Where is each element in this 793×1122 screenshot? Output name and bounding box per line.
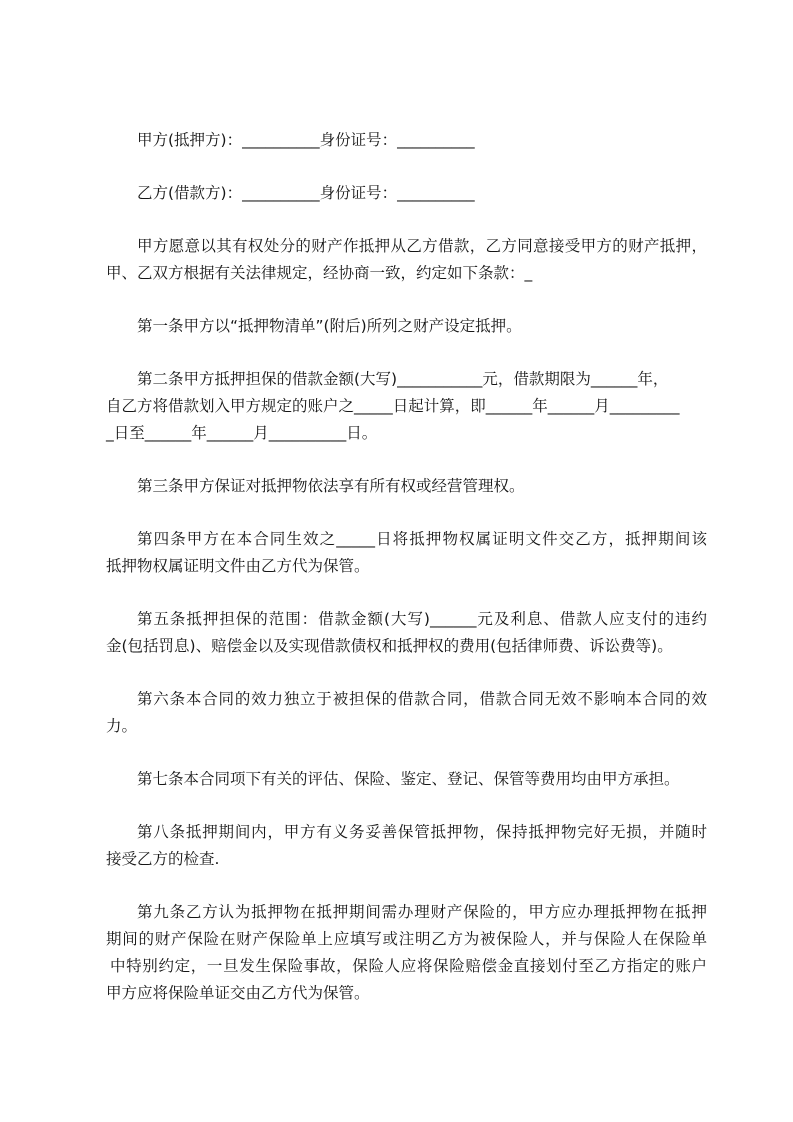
text-line: 期间的财产保险在财产保险单上应填写或注明乙方为被保险人，并与保险人在保险单 [106,930,707,948]
text-line: 抵押物权属证明文件由乙方代为保管。 [106,557,370,575]
text-line: 乙方(借款方)：__________身份证号：__________ [137,184,475,202]
article-9 [106,899,707,1007]
text-line: 自乙方将借款划入甲方规定的账户之_____日起计算，即______年______月_________ [106,397,680,415]
party-a-info [106,127,707,154]
text-line: 第九条乙方认为抵押物在抵押期间需办理财产保险的，甲方应办理抵押物在抵押 [137,903,707,921]
text-line: 第一条甲方以“抵押物清单”(附后)所列之财产设定抵押。 [137,317,522,335]
text-line: 第四条甲方在本合同生效之_____日将抵押物权属证明文件交乙方，抵押期间该 [137,530,707,548]
text-line: 中特别约定，一旦发生保险事故，保险人应将保险赔偿金直接划付至乙方指定的账户 [110,957,707,975]
preamble [106,233,707,287]
text-line: 第八条抵押期间内，甲方有义务妥善保管抵押物，保持抵押物完好无损，并随时 [137,823,707,841]
party-b-info [106,180,707,207]
article-2 [106,366,707,447]
article-4 [106,526,707,580]
article-1 [106,313,707,340]
article-3 [106,473,707,500]
text-line: 第二条甲方抵押担保的借款金额(大写)___________元，借款期限为______年， [137,370,669,388]
article-6 [106,686,707,740]
text-line: _日至______年______月__________日。 [106,424,378,442]
text-line: 金(包括罚息)、赔偿金以及实现借款债权和抵押权的费用(包括律师费、诉讼费等)。 [106,637,673,655]
text-line: 第三条甲方保证对抵押物依法享有所有权或经营管理权。 [137,477,525,495]
text-line: 甲、乙双方根据有关法律规定，经协商一致，约定如下条款：_ [106,264,533,282]
article-8 [106,819,707,873]
text-line: 力。 [106,717,138,735]
contract-body [106,127,707,1033]
article-7 [106,766,707,793]
article-5 [106,606,707,660]
text-line: 甲方愿意以其有权处分的财产作抵押从乙方借款，乙方同意接受甲方的财产抵押， [137,237,707,255]
text-line: 第五条抵押担保的范围：借款金额(大写)______元及利息、借款人应支付的违约 [137,610,707,628]
text-line: 接受乙方的检查. [106,850,220,868]
text-line: 甲方(抵押方)：__________身份证号：__________ [137,131,475,149]
text-line: 第七条本合同项下有关的评估、保险、鉴定、登记、保管等费用均由甲方承担。 [137,770,680,788]
text-line: 第六条本合同的效力独立于被担保的借款合同，借款合同无效不影响本合同的效 [137,690,707,708]
text-line: 甲方应将保险单证交由乙方代为保管。 [106,984,370,1002]
